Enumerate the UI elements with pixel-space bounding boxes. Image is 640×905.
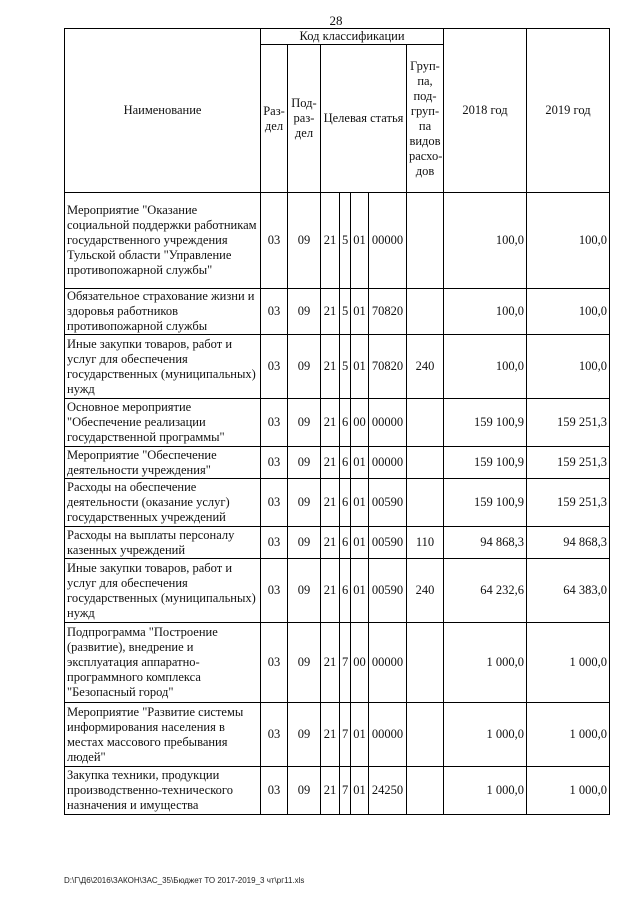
row-target-program: 21 — [321, 559, 340, 623]
row-amount-2019: 100,0 — [527, 335, 610, 399]
file-path-footer: D:\Г\Д6\2016\ЗАКОН\ЗАС_35\Бюджет ТО 2017-2019_3 чт\рг11.xls — [64, 876, 305, 885]
row-amount-2019: 100,0 — [527, 289, 610, 335]
header-target-article: Целевая статья — [321, 45, 407, 193]
row-amount-2018: 64 232,6 — [444, 559, 527, 623]
row-section: 03 — [261, 335, 288, 399]
row-subsection: 09 — [288, 479, 321, 527]
row-target-program: 21 — [321, 289, 340, 335]
row-amount-2019: 159 251,3 — [527, 479, 610, 527]
table-body — [65, 193, 610, 815]
row-target-program: 21 — [321, 447, 340, 479]
budget-table — [64, 28, 610, 815]
row-target-subprogram: 7 — [340, 767, 351, 815]
row-target-measure: 01 — [351, 193, 369, 289]
row-subsection: 09 — [288, 335, 321, 399]
row-target-measure: 01 — [351, 335, 369, 399]
row-subsection: 09 — [288, 527, 321, 559]
row-target-direction: 00590 — [369, 479, 407, 527]
row-target-measure: 00 — [351, 399, 369, 447]
row-target-program: 21 — [321, 399, 340, 447]
row-target-direction: 00000 — [369, 447, 407, 479]
row-amount-2018: 1 000,0 — [444, 623, 527, 703]
row-amount-2019: 159 251,3 — [527, 447, 610, 479]
row-target-measure: 00 — [351, 623, 369, 703]
row-amount-2018: 159 100,9 — [444, 479, 527, 527]
row-expense-type: 110 — [407, 527, 444, 559]
row-amount-2019: 64 383,0 — [527, 559, 610, 623]
row-subsection: 09 — [288, 193, 321, 289]
row-target-measure: 01 — [351, 289, 369, 335]
table-row — [65, 399, 610, 447]
row-target-subprogram: 5 — [340, 193, 351, 289]
row-target-subprogram: 6 — [340, 479, 351, 527]
row-subsection: 09 — [288, 559, 321, 623]
row-target-direction: 00000 — [369, 399, 407, 447]
row-target-measure: 01 — [351, 479, 369, 527]
row-target-subprogram: 6 — [340, 559, 351, 623]
row-subsection: 09 — [288, 767, 321, 815]
row-section: 03 — [261, 767, 288, 815]
row-target-program: 21 — [321, 479, 340, 527]
header-section: Раз- дел — [261, 45, 288, 193]
table-row — [65, 527, 610, 559]
row-expense-type: 240 — [407, 559, 444, 623]
header-name: Наименование — [65, 29, 261, 193]
row-amount-2018: 94 868,3 — [444, 527, 527, 559]
row-amount-2019: 159 251,3 — [527, 399, 610, 447]
row-target-measure: 01 — [351, 767, 369, 815]
row-amount-2019: 94 868,3 — [527, 527, 610, 559]
row-amount-2018: 100,0 — [444, 193, 527, 289]
row-expense-type — [407, 289, 444, 335]
row-section: 03 — [261, 399, 288, 447]
header-subsection: Под- раз- дел — [288, 45, 321, 193]
row-name: Основное мероприятие "Обеспечение реализации государственной программы" — [65, 399, 261, 447]
row-target-measure: 01 — [351, 447, 369, 479]
row-section: 03 — [261, 289, 288, 335]
row-name: Мероприятие "Развитие системы информирования населения в местах массового пребывания людей" — [65, 703, 261, 767]
row-target-program: 21 — [321, 193, 340, 289]
row-name: Расходы на выплаты персоналу казенных учреждений — [65, 527, 261, 559]
row-expense-type — [407, 399, 444, 447]
row-amount-2018: 100,0 — [444, 335, 527, 399]
row-section: 03 — [261, 623, 288, 703]
row-name: Подпрограмма "Построение (развитие), внедрение и эксплуатация аппаратно-программного комплекса "Безопасный город" — [65, 623, 261, 703]
table-row — [65, 623, 610, 703]
row-amount-2019: 100,0 — [527, 193, 610, 289]
row-amount-2019: 1 000,0 — [527, 767, 610, 815]
row-subsection: 09 — [288, 703, 321, 767]
row-target-measure: 01 — [351, 703, 369, 767]
row-subsection: 09 — [288, 447, 321, 479]
row-target-direction: 00000 — [369, 703, 407, 767]
row-target-direction: 00590 — [369, 527, 407, 559]
row-section: 03 — [261, 479, 288, 527]
row-target-subprogram: 5 — [340, 335, 351, 399]
row-target-measure: 01 — [351, 559, 369, 623]
table-row — [65, 335, 610, 399]
header-year-2019: 2019 год — [527, 29, 610, 193]
row-amount-2018: 159 100,9 — [444, 399, 527, 447]
row-target-measure: 01 — [351, 527, 369, 559]
row-target-direction: 00000 — [369, 193, 407, 289]
row-expense-type: 240 — [407, 335, 444, 399]
row-subsection: 09 — [288, 289, 321, 335]
row-expense-type — [407, 767, 444, 815]
row-target-subprogram: 6 — [340, 399, 351, 447]
table-row — [65, 767, 610, 815]
table-row — [65, 447, 610, 479]
row-section: 03 — [261, 527, 288, 559]
row-target-program: 21 — [321, 623, 340, 703]
row-target-direction: 24250 — [369, 767, 407, 815]
row-target-program: 21 — [321, 527, 340, 559]
row-section: 03 — [261, 193, 288, 289]
header-classification: Код классификации — [261, 29, 444, 45]
row-expense-type — [407, 447, 444, 479]
row-target-direction: 00590 — [369, 559, 407, 623]
row-name: Иные закупки товаров, работ и услуг для обеспечения государственных (муниципальных) нужд — [65, 559, 261, 623]
row-subsection: 09 — [288, 399, 321, 447]
row-subsection: 09 — [288, 623, 321, 703]
row-target-program: 21 — [321, 335, 340, 399]
row-target-direction: 70820 — [369, 335, 407, 399]
row-target-subprogram: 7 — [340, 703, 351, 767]
table-row — [65, 193, 610, 289]
row-expense-type — [407, 623, 444, 703]
row-target-direction: 70820 — [369, 289, 407, 335]
table-row — [65, 479, 610, 527]
header-year-2018: 2018 год — [444, 29, 527, 193]
row-amount-2018: 1 000,0 — [444, 767, 527, 815]
row-target-program: 21 — [321, 703, 340, 767]
row-name: Расходы на обеспечение деятельности (оказание услуг) государственных учреждений — [65, 479, 261, 527]
row-target-subprogram: 5 — [340, 289, 351, 335]
row-target-subprogram: 6 — [340, 447, 351, 479]
row-amount-2019: 1 000,0 — [527, 703, 610, 767]
row-amount-2018: 1 000,0 — [444, 703, 527, 767]
row-section: 03 — [261, 447, 288, 479]
row-target-program: 21 — [321, 767, 340, 815]
row-expense-type — [407, 703, 444, 767]
row-expense-type — [407, 479, 444, 527]
row-target-direction: 00000 — [369, 623, 407, 703]
row-amount-2018: 159 100,9 — [444, 447, 527, 479]
row-amount-2019: 1 000,0 — [527, 623, 610, 703]
table-row — [65, 703, 610, 767]
row-name: Закупка техники, продукции производственно-технического назначения и имущества — [65, 767, 261, 815]
row-section: 03 — [261, 559, 288, 623]
row-name: Иные закупки товаров, работ и услуг для обеспечения государственных (муниципальных) нужд — [65, 335, 261, 399]
row-section: 03 — [261, 703, 288, 767]
table-row — [65, 559, 610, 623]
row-name: Обязательное страхование жизни и здоровья работников противопожарной службы — [65, 289, 261, 335]
row-name: Мероприятие "Оказание социальной поддержки работникам государственного учреждения Тульской области "Управление противопожарной службы" — [65, 193, 261, 289]
row-target-subprogram: 6 — [340, 527, 351, 559]
row-target-subprogram: 7 — [340, 623, 351, 703]
page-number: 28 — [329, 13, 343, 28]
table-row — [65, 289, 610, 335]
row-name: Мероприятие "Обеспечение деятельности учреждения" — [65, 447, 261, 479]
row-amount-2018: 100,0 — [444, 289, 527, 335]
header-expense-group: Груп- па, под- груп- па видов расхо- дов — [407, 45, 444, 193]
row-expense-type — [407, 193, 444, 289]
